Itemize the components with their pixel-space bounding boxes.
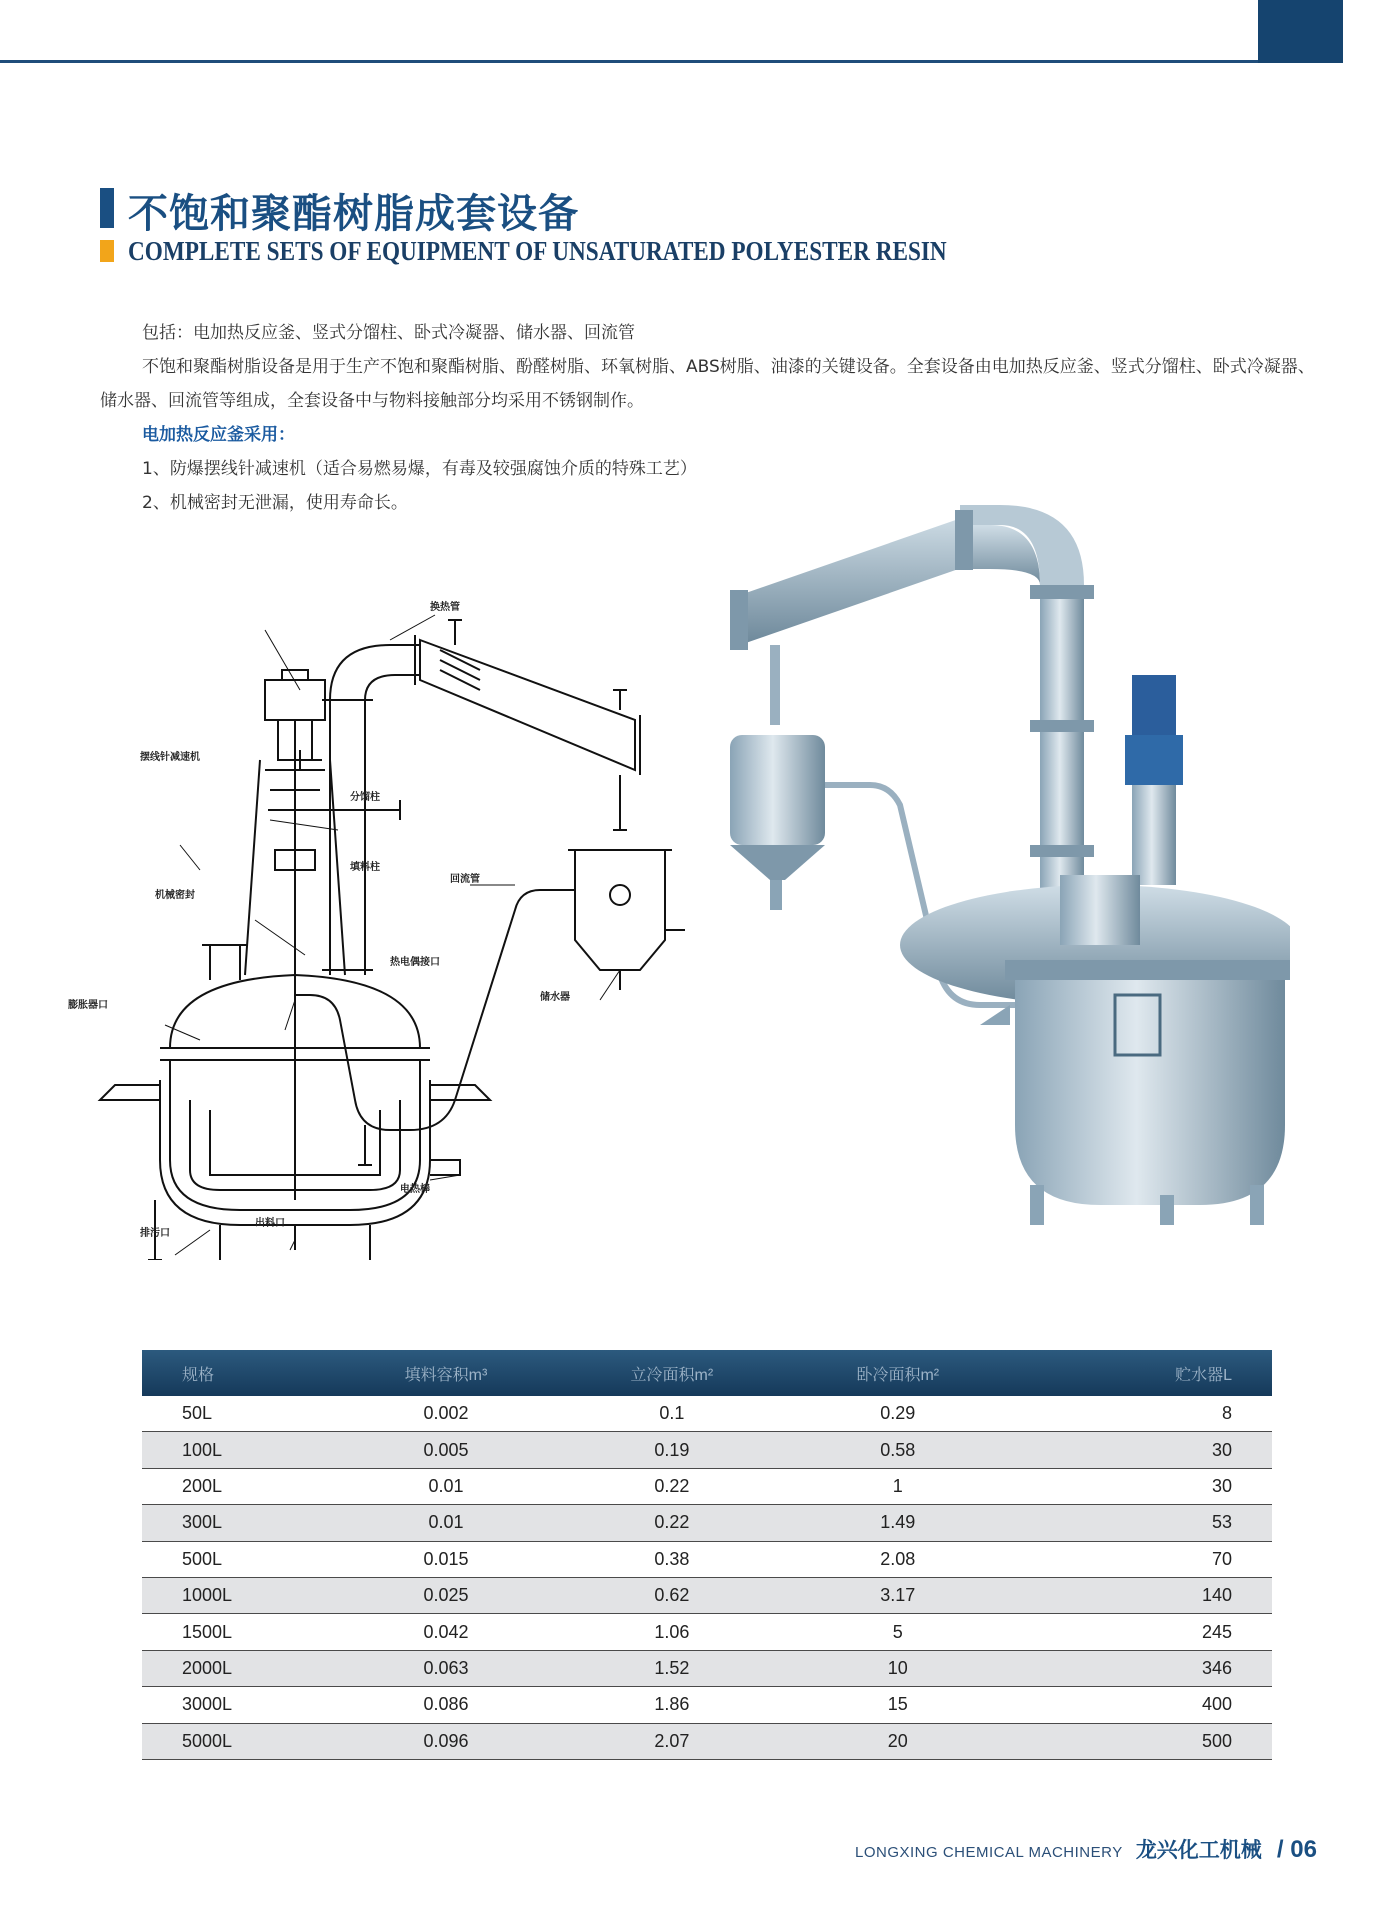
cell-horizontal-cooling-area: 1 bbox=[785, 1468, 1011, 1504]
includes-line: 包括：电加热反应釜、竖式分馏柱、卧式冷凝器、储水器、回流管 bbox=[142, 323, 635, 343]
cell-water-receiver: 500 bbox=[1011, 1723, 1272, 1759]
table-row bbox=[142, 1468, 1272, 1504]
label-cycloid-reducer: 摆线针减速机 bbox=[140, 752, 200, 763]
cell-spec: 3000L bbox=[142, 1687, 333, 1723]
cell-packing-volume: 0.01 bbox=[333, 1468, 559, 1504]
cell-water-receiver: 245 bbox=[1011, 1614, 1272, 1650]
cell-vertical-cooling-area: 1.52 bbox=[559, 1650, 785, 1686]
cell-packing-volume: 0.096 bbox=[333, 1723, 559, 1759]
spec-table bbox=[142, 1350, 1272, 1760]
label-drain-port: 排污口 bbox=[140, 1228, 170, 1239]
cell-packing-volume: 0.005 bbox=[333, 1432, 559, 1468]
cell-horizontal-cooling-area: 0.29 bbox=[785, 1396, 1011, 1432]
table-row bbox=[142, 1577, 1272, 1613]
title-accent-blue bbox=[100, 188, 114, 228]
table-row bbox=[142, 1723, 1272, 1759]
cell-water-receiver: 140 bbox=[1011, 1577, 1272, 1613]
label-outlet-port: 出料口 bbox=[255, 1218, 285, 1229]
cell-water-receiver: 346 bbox=[1011, 1650, 1272, 1686]
table-row bbox=[142, 1396, 1272, 1432]
table-row bbox=[142, 1614, 1272, 1650]
label-expansion-port: 膨胀器口 bbox=[68, 1000, 108, 1011]
cell-horizontal-cooling-area: 2.08 bbox=[785, 1541, 1011, 1577]
schematic-drawing bbox=[60, 600, 700, 1260]
label-water-receiver: 储水器 bbox=[540, 992, 570, 1003]
cell-horizontal-cooling-area: 3.17 bbox=[785, 1577, 1011, 1613]
cell-spec: 200L bbox=[142, 1468, 333, 1504]
table-row bbox=[142, 1687, 1272, 1723]
cell-vertical-cooling-area: 0.19 bbox=[559, 1432, 785, 1468]
cell-water-receiver: 70 bbox=[1011, 1541, 1272, 1577]
cell-spec: 5000L bbox=[142, 1723, 333, 1759]
cell-spec: 300L bbox=[142, 1505, 333, 1541]
label-reflux-pipe: 回流管 bbox=[450, 874, 480, 885]
cell-water-receiver: 30 bbox=[1011, 1468, 1272, 1504]
header-vertical-cooling-area: 立冷面积m² bbox=[559, 1350, 785, 1396]
table-row bbox=[142, 1505, 1272, 1541]
page-title-cn: 不饱和聚酯树脂成套设备 bbox=[128, 191, 579, 237]
footer-brand-cn: 龙兴化工机械 bbox=[1135, 1838, 1262, 1862]
cell-packing-volume: 0.002 bbox=[333, 1396, 559, 1432]
page-title-en: COMPLETE SETS OF EQUIPMENT OF UNSATURATED POLYESTER RESIN bbox=[128, 236, 947, 266]
cell-horizontal-cooling-area: 20 bbox=[785, 1723, 1011, 1759]
cell-vertical-cooling-area: 0.1 bbox=[559, 1396, 785, 1432]
cell-vertical-cooling-area: 0.38 bbox=[559, 1541, 785, 1577]
cell-horizontal-cooling-area: 5 bbox=[785, 1614, 1011, 1650]
page-number: / 06 bbox=[1276, 1836, 1317, 1863]
header-water-receiver: 贮水器L bbox=[1011, 1350, 1272, 1396]
page-footer bbox=[855, 1834, 1317, 1864]
table-row bbox=[142, 1432, 1272, 1468]
header-packing-volume: 填料容积m³ bbox=[333, 1350, 559, 1396]
table-header-row bbox=[142, 1350, 1272, 1396]
cell-spec: 50L bbox=[142, 1396, 333, 1432]
cell-horizontal-cooling-area: 15 bbox=[785, 1687, 1011, 1723]
cell-vertical-cooling-area: 0.62 bbox=[559, 1577, 785, 1613]
feature-item-1: 1、防爆摆线针减速机（适合易燃易爆，有毒及较强腐蚀介质的特殊工艺） bbox=[142, 459, 697, 479]
cell-vertical-cooling-area: 0.22 bbox=[559, 1468, 785, 1504]
description-paragraph: 不饱和聚酯树脂设备是用于生产不饱和聚酯树脂、酚醛树脂、环氧树脂、ABS树脂、油漆的关键设备。全套设备由电加热反应釜、竖式分馏柱、卧式冷凝器、储水器、回流管等组成，全套设备中与物料接触部分均采用不锈钢制作。 bbox=[100, 357, 1315, 411]
cell-water-receiver: 8 bbox=[1011, 1396, 1272, 1432]
cell-packing-volume: 0.01 bbox=[333, 1505, 559, 1541]
header-spec: 规格 bbox=[142, 1350, 333, 1396]
title-accent-gold bbox=[100, 240, 114, 262]
subheading: 电加热反应釜采用： bbox=[142, 425, 295, 445]
intro-section bbox=[100, 316, 1315, 520]
cell-packing-volume: 0.042 bbox=[333, 1614, 559, 1650]
table-row bbox=[142, 1541, 1272, 1577]
header-horizontal-cooling-area: 卧冷面积m² bbox=[785, 1350, 1011, 1396]
cell-vertical-cooling-area: 1.06 bbox=[559, 1614, 785, 1650]
cell-packing-volume: 0.025 bbox=[333, 1577, 559, 1613]
footer-brand-en: LONGXING CHEMICAL MACHINERY bbox=[855, 1844, 1123, 1861]
cell-spec: 100L bbox=[142, 1432, 333, 1468]
cell-spec: 500L bbox=[142, 1541, 333, 1577]
cell-spec: 1000L bbox=[142, 1577, 333, 1613]
label-mechanical-seal: 机械密封 bbox=[155, 890, 195, 901]
cell-vertical-cooling-area: 0.22 bbox=[559, 1505, 785, 1541]
cell-water-receiver: 400 bbox=[1011, 1687, 1272, 1723]
top-rule bbox=[0, 60, 1262, 63]
label-packed-column: 填料柱 bbox=[350, 862, 380, 873]
top-corner-block bbox=[1258, 0, 1343, 63]
label-heat-exchanger-tube: 换热管 bbox=[430, 602, 460, 613]
cell-vertical-cooling-area: 2.07 bbox=[559, 1723, 785, 1759]
label-fractionating-column: 分馏柱 bbox=[350, 792, 380, 803]
cell-packing-volume: 0.015 bbox=[333, 1541, 559, 1577]
cell-vertical-cooling-area: 1.86 bbox=[559, 1687, 785, 1723]
cell-horizontal-cooling-area: 10 bbox=[785, 1650, 1011, 1686]
cell-water-receiver: 53 bbox=[1011, 1505, 1272, 1541]
cell-packing-volume: 0.063 bbox=[333, 1650, 559, 1686]
cell-spec: 1500L bbox=[142, 1614, 333, 1650]
equipment-illustration bbox=[730, 505, 1290, 1225]
feature-item-2: 2、机械密封无泄漏，使用寿命长。 bbox=[142, 493, 408, 513]
label-thermocouple-port: 热电偶接口 bbox=[390, 957, 440, 968]
cell-horizontal-cooling-area: 0.58 bbox=[785, 1432, 1011, 1468]
cell-horizontal-cooling-area: 1.49 bbox=[785, 1505, 1011, 1541]
cell-spec: 2000L bbox=[142, 1650, 333, 1686]
table-row bbox=[142, 1650, 1272, 1686]
cell-water-receiver: 30 bbox=[1011, 1432, 1272, 1468]
cell-packing-volume: 0.086 bbox=[333, 1687, 559, 1723]
label-electric-heater: 电热棒 bbox=[400, 1184, 430, 1195]
